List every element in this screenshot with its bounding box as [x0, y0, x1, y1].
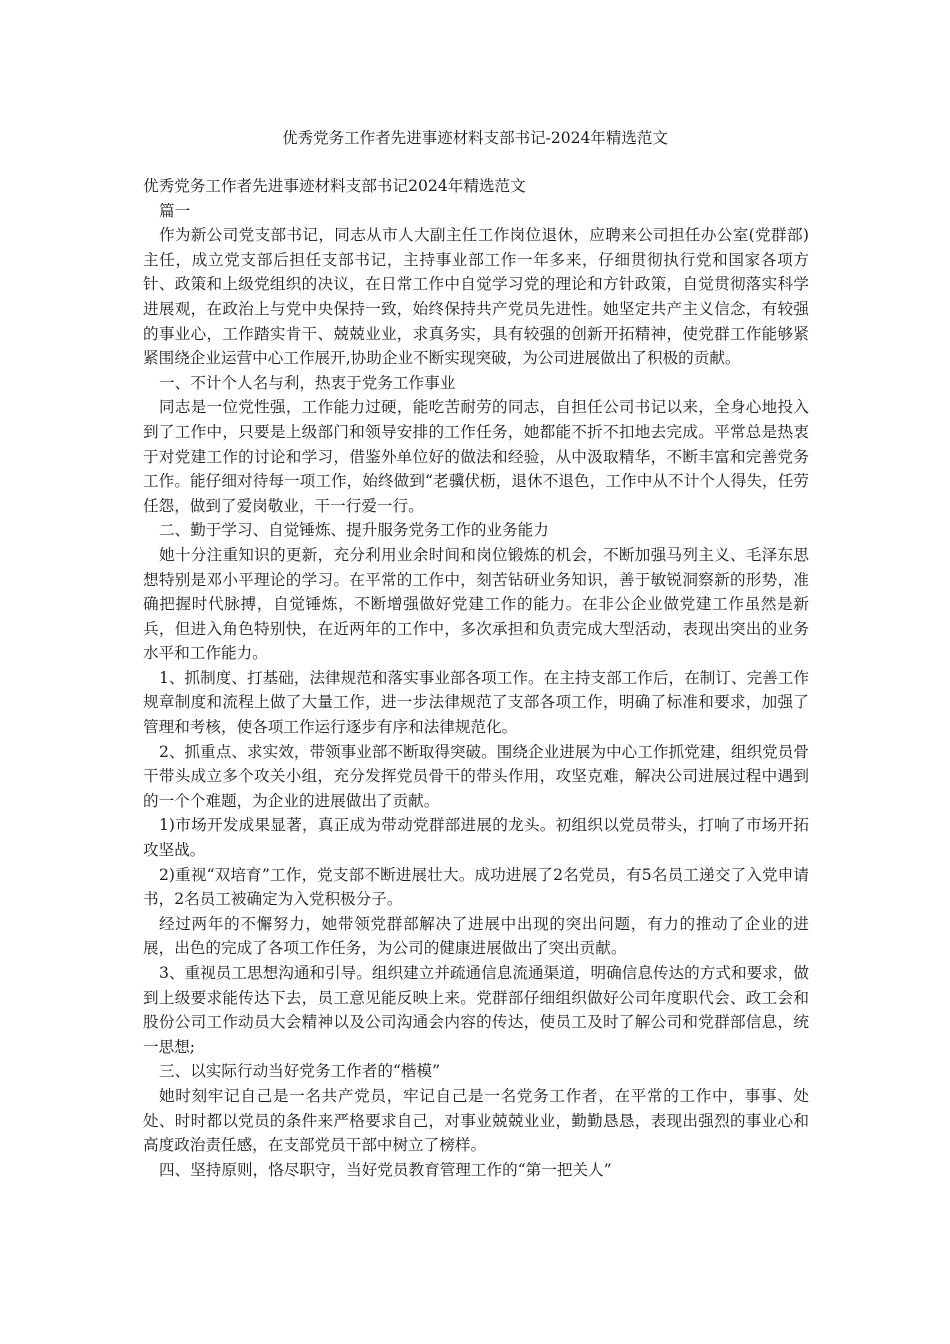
section-heading: 一、不计个人名与利，热衷于党务工作事业 — [159, 373, 456, 392]
section-heading: 二、勤于学习、自觉锤炼、提升服务党务工作的业务能力 — [159, 521, 549, 540]
document-body — [143, 174, 809, 1182]
section-heading: 四、坚持原则，恪尽职守，当好党员教育管理工作的“第一把关人” — [159, 1160, 612, 1179]
paragraph: 篇一 — [159, 201, 191, 220]
paragraph: 她时刻牢记自己是一名共产党员，牢记自己是一名党务工作者，在平常的工作中，事事、处处、时时都以党员的条件来严格要求自己，对事业兢兢业业，勤勤恳恳，表现出强烈的事业心和高度政治责任感，在支部党员干部中树立了榜样。 — [143, 1086, 809, 1155]
paragraph: 经过两年的不懈努力，她带领党群部解决了进展中出现的突出问题，有力的推动了企业的进展，出色的完成了各项工作任务，为公司的健康进展做出了突出贡献。 — [143, 914, 809, 958]
paragraph: 2、抓重点、求实效，带领事业部不断取得突破。围绕企业进展为中心工作抓党建，组织党员骨干带头成立多个攻关小组，充分发挥党员骨干的带头作用，攻坚克难，解决公司进展过程中遇到的一个个难题，为企业的进展做出了贡献。 — [143, 742, 809, 810]
paragraph: 她十分注重知识的更新，充分利用业余时间和岗位锻炼的机会，不断加强马列主义、毛泽东思想特别是邓小平理论的学习。在平常的工作中，刻苦钻研业务知识，善于敏锐洞察新的形势，准确把握时代脉搏，自觉锤炼，不断增强做好党建工作的能力。在非公企业做党建工作虽然是新兵，但进入角色特别快，在近两年的工作中，多次承担和负责完成大型活动，表现出突出的业务水平和工作能力。 — [143, 545, 809, 663]
paragraph: 同志是一位党性强，工作能力过硬，能吃苦耐劳的同志，自担任公司书记以来，全身心地投入到了工作中，只要是上级部门和领导安排的工作任务，她都能不折不扣地去完成。平常总是热衷于对党建工作的讨论和学习，借鉴外单位好的做法和经验，从中汲取精华，不断丰富和完善党务工作。能仔细对待每一项工作，始终做到“老骥伏枥，退休不退色，工作中从不计个人得失，任劳任怨，做到了爱岗敬业，干一行爱一行。 — [143, 398, 809, 515]
document-title: 优秀党务工作者先进事迹材料支部书记-2024年精选范文 — [282, 129, 668, 147]
paragraph: 作为新公司党支部书记，同志从市人大副主任工作岗位退休，应聘来公司担任办公室(党群部)主任，成立党支部后担任支部书记，主持事业部工作一年多来，仔细贯彻执行党和国家各项方针、政策和上级党组织的决议，在日常工作中自觉学习党的理论和方针政策，自觉贯彻落实科学进展观，在政治上与党中央保持一致，始终保持共产党员先进性。她坚定共产主义信念，有较强的事业心，工作踏实肯干、兢兢业业，求真务实，具有较强的创新开拓精神，使党群工作能够紧紧围绕企业运营中心工作展开,协助企业不断实现突破，为公司进展做出了积极的贡献。 — [143, 226, 809, 368]
paragraph: 2)重视“双培育”工作，党支部不断进展壮大。成功进展了2名党员，有5名员工递交了入党申请书，2名员工被确定为入党积极分子。 — [143, 865, 809, 909]
section-heading: 三、以实际行动当好党务工作者的“楷模” — [159, 1062, 441, 1081]
document-subtitle: 优秀党务工作者先进事迹材料支部书记2024年精选范文 — [143, 177, 526, 195]
paragraph: 1、抓制度、打基础，法律规范和落实事业部各项工作。在主持支部工作后，在制订、完善工作规章制度和流程上做了大量工作，进一步法律规范了支部各项工作，明确了标准和要求，加强了管理和考核，使各项工作运行逐步有序和法律规范化。 — [143, 668, 809, 737]
paragraph: 3、重视员工思想沟通和引导。组织建立并疏通信息流通渠道，明确信息传达的方式和要求，做到上级要求能传达下去，员工意见能反映上来。党群部仔细组织做好公司年度职代会、政工会和股份公司工作动员大会精神以及公司沟通会内容的传达，使员工及时了解公司和党群部信息，统一思想; — [143, 964, 809, 1056]
paragraph: 1)市场开发成果显著，真正成为带动党群部进展的龙头。初组织以党员带头，打响了市场开拓攻坚战。 — [143, 816, 809, 860]
